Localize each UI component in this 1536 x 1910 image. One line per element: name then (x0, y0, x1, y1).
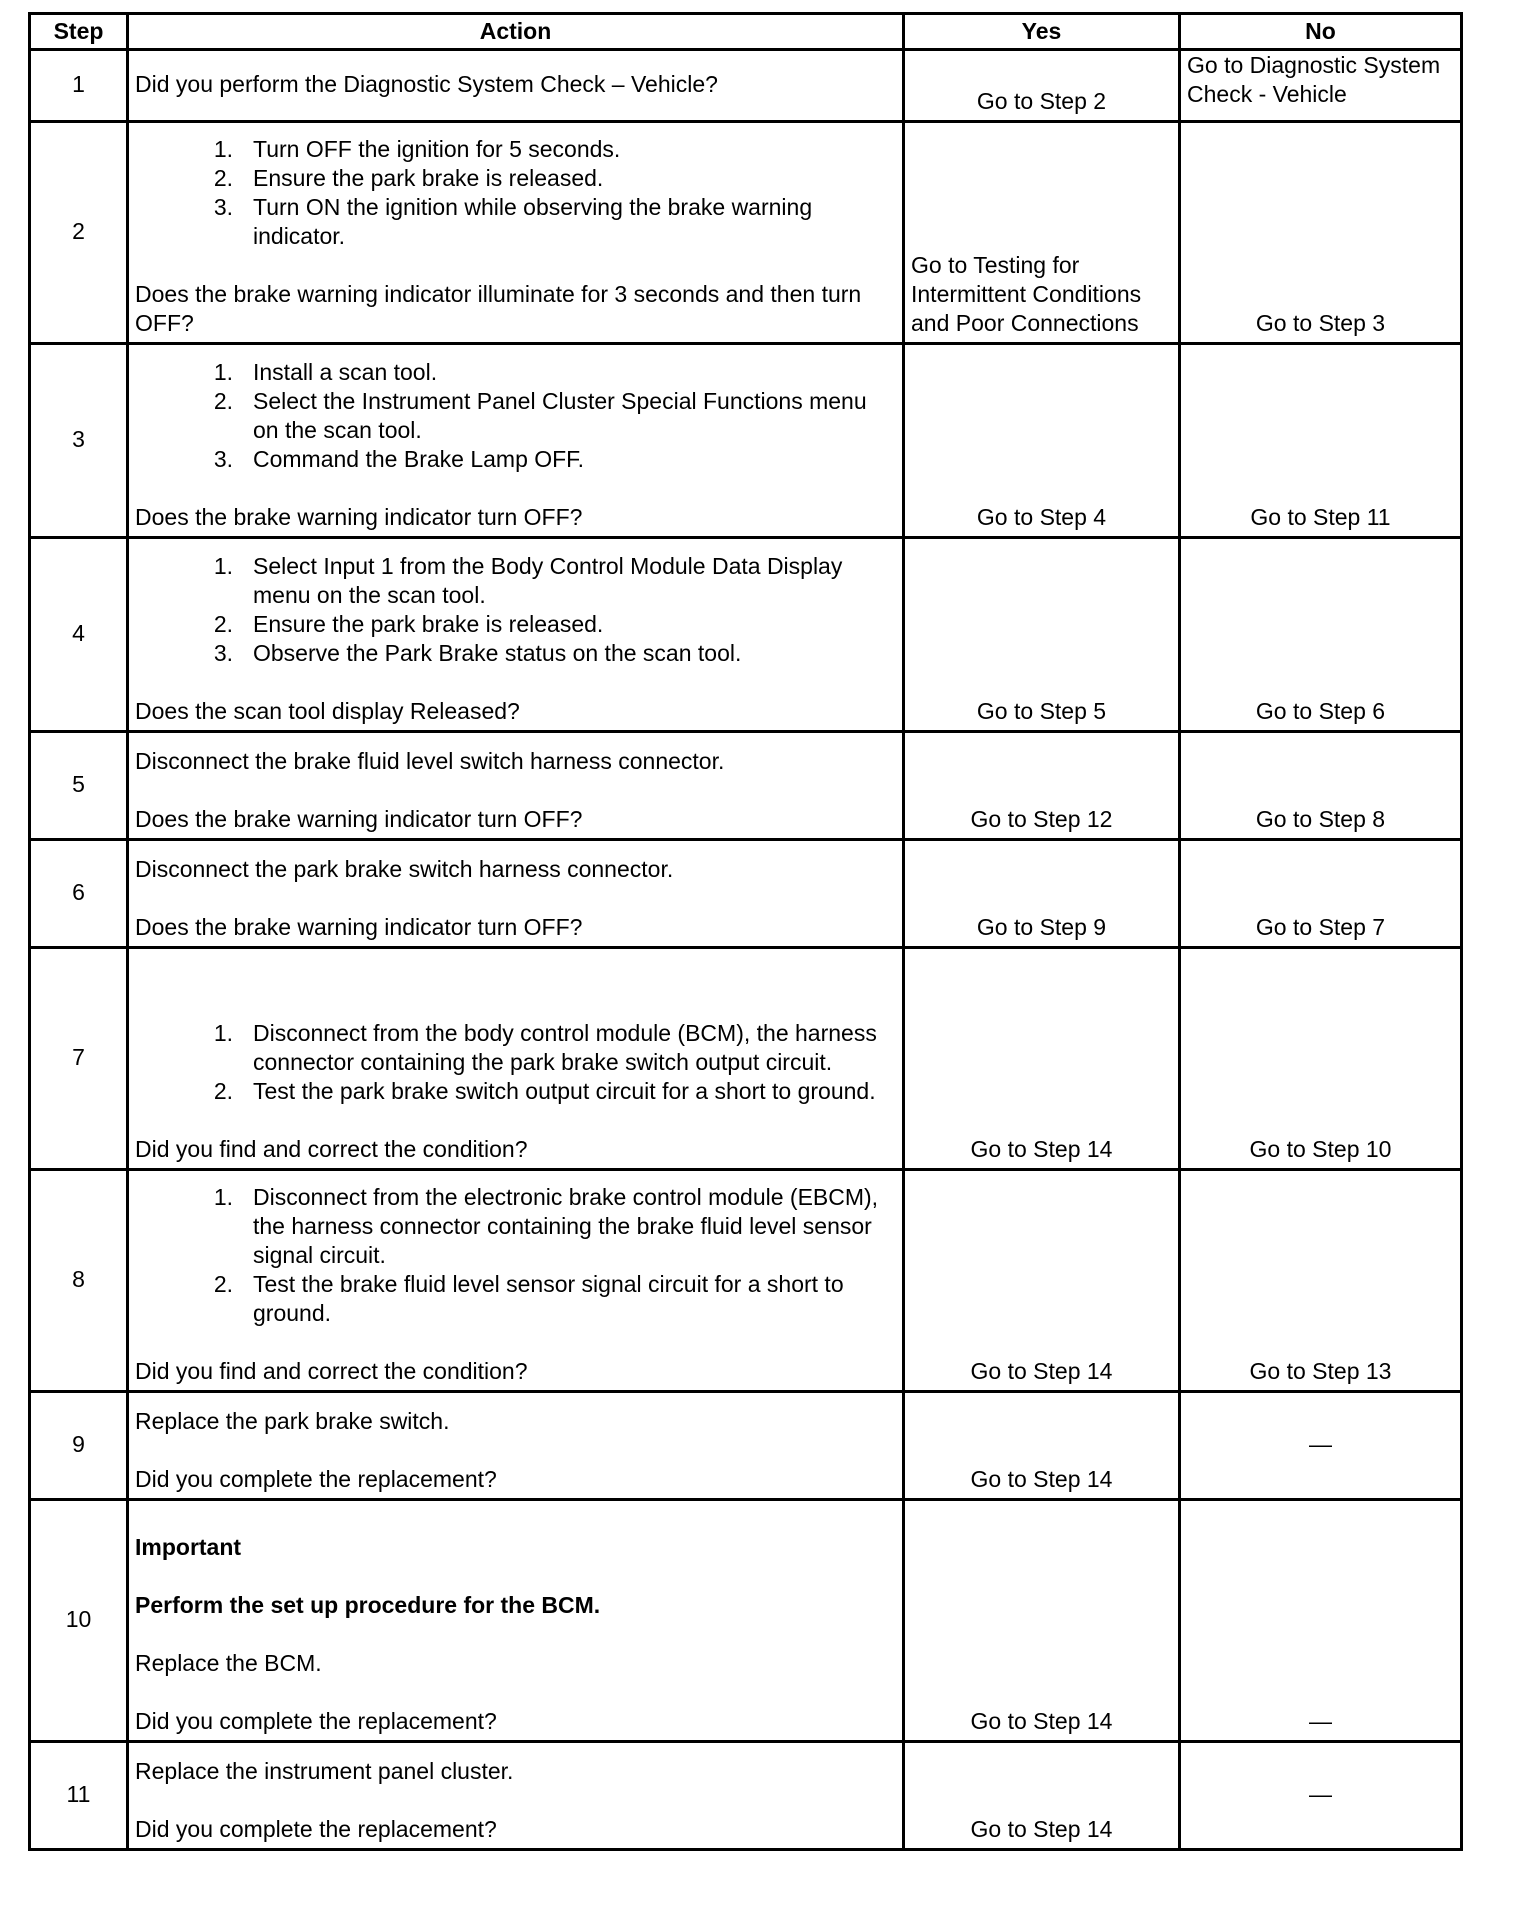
yes-cell: Go to Step 14 (904, 1392, 1180, 1500)
action-step: 2. Test the park brake switch output circuit for a short to ground. (233, 1077, 896, 1106)
step-number: 5 (30, 732, 128, 840)
no-cell: Go to Step 8 (1180, 732, 1462, 840)
important-label: Important (135, 1534, 242, 1560)
table-row (30, 344, 1462, 538)
action-step: 1. Install a scan tool. (233, 358, 896, 387)
action-cell (128, 538, 904, 732)
table-row (30, 1392, 1462, 1500)
action-step-list (135, 1019, 896, 1106)
header-action: Action (128, 14, 904, 50)
action-step: 2. Test the brake fluid level sensor signal circuit for a short to ground. (233, 1270, 896, 1328)
action-step: 3. Observe the Park Brake status on the scan tool. (233, 639, 896, 668)
action-question: Does the scan tool display Released? (135, 698, 520, 724)
step-number: 4 (30, 538, 128, 732)
action-step-list (135, 552, 896, 668)
no-cell: Go to Step 11 (1180, 344, 1462, 538)
header-step: Step (30, 14, 128, 50)
step-number: 7 (30, 948, 128, 1170)
no-cell: Go to Step 6 (1180, 538, 1462, 732)
action-step-list (135, 135, 896, 251)
no-cell: — (1180, 1742, 1462, 1850)
no-cell: Go to Step 7 (1180, 840, 1462, 948)
action-instruction: Disconnect the brake fluid level switch harness connector. (135, 748, 725, 774)
no-cell: Go to Step 3 (1180, 122, 1462, 344)
action-question: Did you perform the Diagnostic System Check – Vehicle? (135, 71, 718, 97)
action-cell (128, 732, 904, 840)
action-instruction: Replace the instrument panel cluster. (135, 1758, 514, 1784)
yes-cell: Go to Step 9 (904, 840, 1180, 948)
table-row (30, 1742, 1462, 1850)
action-question: Did you complete the replacement? (135, 1708, 497, 1734)
action-instruction: Replace the park brake switch. (135, 1408, 450, 1434)
action-instruction: Disconnect the park brake switch harness connector. (135, 856, 674, 882)
action-step: 3. Command the Brake Lamp OFF. (233, 445, 896, 474)
action-step: 2. Ensure the park brake is released. (233, 610, 896, 639)
action-cell (128, 1500, 904, 1742)
yes-cell: Go to Step 14 (904, 1742, 1180, 1850)
yes-cell: Go to Step 12 (904, 732, 1180, 840)
step-number: 10 (30, 1500, 128, 1742)
table-row (30, 840, 1462, 948)
table-row (30, 538, 1462, 732)
action-question: Did you complete the replacement? (135, 1466, 497, 1492)
yes-cell: Go to Step 14 (904, 1170, 1180, 1392)
no-cell: — (1180, 1392, 1462, 1500)
action-question: Did you complete the replacement? (135, 1816, 497, 1842)
step-number: 3 (30, 344, 128, 538)
header-no: No (1180, 14, 1462, 50)
action-step: 1. Disconnect from the body control module (BCM), the harness connector containing the park brake switch output circuit. (233, 1019, 896, 1077)
action-step: 3. Turn ON the ignition while observing the brake warning indicator. (233, 193, 896, 251)
table-header-row (30, 14, 1462, 50)
action-question: Does the brake warning indicator turn OFF? (135, 504, 583, 530)
action-step-list (135, 1183, 896, 1328)
action-cell (128, 50, 904, 122)
step-number: 9 (30, 1392, 128, 1500)
no-cell: Go to Diagnostic System Check - Vehicle (1180, 50, 1462, 122)
yes-cell: Go to Step 14 (904, 1500, 1180, 1742)
table-row (30, 122, 1462, 344)
action-cell (128, 948, 904, 1170)
action-cell (128, 122, 904, 344)
step-number: 2 (30, 122, 128, 344)
action-cell (128, 344, 904, 538)
yes-cell: Go to Step 4 (904, 344, 1180, 538)
yes-cell: Go to Step 2 (904, 50, 1180, 122)
action-step: 1. Turn OFF the ignition for 5 seconds. (233, 135, 896, 164)
table-row (30, 50, 1462, 122)
action-question: Does the brake warning indicator turn OFF? (135, 914, 583, 940)
table-row (30, 948, 1462, 1170)
yes-cell: Go to Testing for Intermittent Conditions and Poor Connections (904, 122, 1180, 344)
step-number: 11 (30, 1742, 128, 1850)
table-row (30, 1500, 1462, 1742)
action-step-list (135, 358, 896, 474)
no-cell: — (1180, 1500, 1462, 1742)
diagnostic-table (28, 12, 1463, 1851)
action-cell (128, 1392, 904, 1500)
yes-cell: Go to Step 5 (904, 538, 1180, 732)
action-question: Does the brake warning indicator illuminate for 3 seconds and then turn OFF? (135, 281, 862, 336)
action-cell (128, 840, 904, 948)
action-step: 1. Disconnect from the electronic brake control module (EBCM), the harness connector containing the brake fluid level sensor signal circuit. (233, 1183, 896, 1270)
action-question: Does the brake warning indicator turn OFF? (135, 806, 583, 832)
header-yes: Yes (904, 14, 1180, 50)
action-step: 1. Select Input 1 from the Body Control Module Data Display menu on the scan tool. (233, 552, 896, 610)
action-cell (128, 1742, 904, 1850)
step-number: 6 (30, 840, 128, 948)
yes-cell: Go to Step 14 (904, 948, 1180, 1170)
no-cell: Go to Step 13 (1180, 1170, 1462, 1392)
action-question: Did you find and correct the condition? (135, 1358, 528, 1384)
table-row (30, 1170, 1462, 1392)
action-instruction: Replace the BCM. (135, 1650, 322, 1676)
important-text: Perform the set up procedure for the BCM. (135, 1592, 601, 1618)
action-question: Did you find and correct the condition? (135, 1136, 528, 1162)
action-step: 2. Ensure the park brake is released. (233, 164, 896, 193)
action-cell (128, 1170, 904, 1392)
table-row (30, 732, 1462, 840)
step-number: 1 (30, 50, 128, 122)
action-step: 2. Select the Instrument Panel Cluster Special Functions menu on the scan tool. (233, 387, 896, 445)
step-number: 8 (30, 1170, 128, 1392)
no-cell: Go to Step 10 (1180, 948, 1462, 1170)
